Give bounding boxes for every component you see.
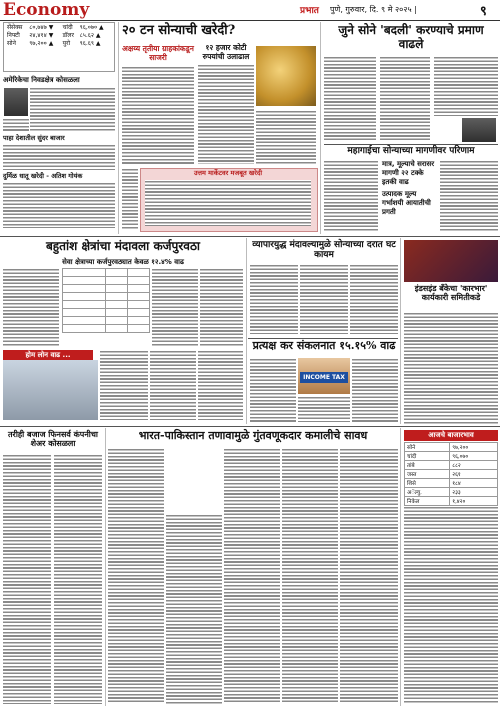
gold-jewelry-photo <box>256 46 316 106</box>
portrait-photo <box>4 88 28 116</box>
credit-table <box>62 268 150 348</box>
article-body <box>250 358 296 422</box>
article-body <box>434 56 498 116</box>
market-ticker <box>3 22 115 72</box>
income-tax-label: INCOME TAX <box>300 372 348 383</box>
article-body <box>3 144 115 170</box>
section-rule <box>324 144 498 145</box>
man-portrait-photo <box>3 360 98 420</box>
article-body <box>122 168 138 230</box>
newspaper-logo: प्रभात <box>300 6 319 16</box>
rates-row: शिसे १८४ <box>405 479 498 488</box>
article-body <box>198 350 243 420</box>
market-table <box>6 24 112 48</box>
article-body <box>30 87 115 132</box>
article-body <box>3 454 51 704</box>
dateline: पुणे, गुरुवार, दि. ९ मे २०२५ | <box>330 5 417 14</box>
section-rule <box>0 426 500 427</box>
headline-old-gold: जुने सोने 'बदली' करण्याचे प्रमाण वाढले <box>338 23 484 51</box>
inflation-bullet-1: मात्र, मूल्याचे सरासर मागणी २२ टक्के इतकी वाढ <box>382 160 435 186</box>
rates-table-grid <box>404 442 498 506</box>
section-title: Economy <box>3 0 90 20</box>
inflation-bullet-2: उत्पादक मूल्य गर्भाशयी आयातीची प्रगती <box>382 190 431 216</box>
article-body <box>54 454 102 704</box>
article-body <box>256 110 316 164</box>
article-body <box>150 350 196 420</box>
headline-col1-b: पाहा देशातील सुंदर बाजार <box>3 134 65 142</box>
article-body <box>324 160 378 232</box>
article-body <box>198 64 254 164</box>
article-body <box>380 56 430 142</box>
rates-row: निकेल १,४२० <box>405 497 498 506</box>
article-body <box>282 448 338 704</box>
section-rule <box>0 236 500 237</box>
headline-inflation: महागाईचा सोन्याच्या मागणीवर परिणाम <box>347 146 475 156</box>
article-body <box>166 514 222 704</box>
subhead-gold: अक्षय्य तृतीया ग्राहकांकडून साजरी <box>122 44 194 62</box>
article-body <box>298 396 350 422</box>
column-rule <box>400 238 401 424</box>
headline-trade-war: व्यापारयुद्ध मंदावल्यामुळे सोन्याच्या दरात घट कायम <box>252 240 396 261</box>
market-row: सोने ९७,२०० ▲ युरो ९६.६९ ▲ <box>7 40 101 47</box>
rates-table <box>404 442 498 506</box>
article-body <box>324 56 376 142</box>
article-body <box>122 66 194 164</box>
rates-row: चांदी ९६,०७० <box>405 452 498 461</box>
indusind-bank-photo <box>404 240 498 282</box>
article-body <box>224 448 280 704</box>
article-body <box>152 268 198 346</box>
article-body <box>440 160 498 232</box>
article-body <box>404 506 498 704</box>
article-body <box>3 118 29 132</box>
pullquote-block <box>166 450 222 510</box>
rates-title: आजचे बाजारभाव <box>404 430 498 441</box>
article-body <box>340 448 398 704</box>
article-body <box>200 268 243 346</box>
headline-indo-pak: भारत-पाकिस्तान तणावामुळे गुंतवणूकदार कमालीचे सावध <box>138 429 368 442</box>
headline-indusind: इंडसइंड बँकेचा 'कारभार' कार्यकारी समितीकडे <box>414 283 488 303</box>
article-body <box>352 358 398 422</box>
callout-title: उत्तम मार्केटवर मजबूत खरेदी <box>193 169 263 177</box>
headline-direct-tax: प्रत्यक्ष कर संकलनात १५.१५% वाढ <box>252 339 396 352</box>
headline-col1-c: दुर्मिळ धातू खरेदी - अतिश गोयंक <box>3 172 83 180</box>
column-rule <box>246 238 247 424</box>
page-number: ९ <box>480 4 487 19</box>
credit-table-grid <box>62 268 150 333</box>
article-body <box>3 268 59 346</box>
market-row: सेंसेक्स ८०,७४७ ▼ चांदी ९६,०७० ▲ <box>7 24 104 31</box>
article-body <box>350 264 398 334</box>
column-rule <box>320 22 321 234</box>
rates-row: अॅल्यु. २३३ <box>405 488 498 497</box>
article-body <box>404 312 498 424</box>
rates-row: जस्त २६१ <box>405 470 498 479</box>
article-body <box>100 350 148 420</box>
portrait-photo <box>462 118 496 142</box>
subhead-credit: सेवा क्षेत्राच्या कर्जपुरवठ्यात केवळ १२.४% वाढ <box>62 258 184 266</box>
column-rule <box>118 22 119 234</box>
headline-credit: बहुतांश क्षेत्रांचा मंदावला कर्जपुरवठा <box>45 239 201 253</box>
article-body <box>3 182 115 228</box>
home-loan-label: होम लोन वाढ ... <box>3 350 93 361</box>
market-row: निफ्टी २४,४१४ ▼ डॉलर ८५.६२ ▲ <box>7 32 101 39</box>
headline-bajaj: तरीही बजाज फिनसर्व कंपनीचा शेअर कोसळला <box>8 429 98 449</box>
article-body <box>250 264 298 334</box>
headline-crore: १२ हजार कोटी रुपयांची उलाढाल <box>202 43 250 61</box>
article-body <box>108 448 164 704</box>
column-rule <box>400 428 401 706</box>
rates-row: तांबे ८८२ <box>405 461 498 470</box>
column-rule <box>105 428 106 706</box>
headline-gold: २० टन सोन्याची खरेदी? <box>122 23 236 38</box>
rates-row: सोने ९७,२०० <box>405 443 498 452</box>
article-body <box>300 264 348 334</box>
callout-body <box>145 180 311 226</box>
headline-col1-a: अमेरिकेचा निवडक्षेत्र कोसळला <box>3 75 80 84</box>
